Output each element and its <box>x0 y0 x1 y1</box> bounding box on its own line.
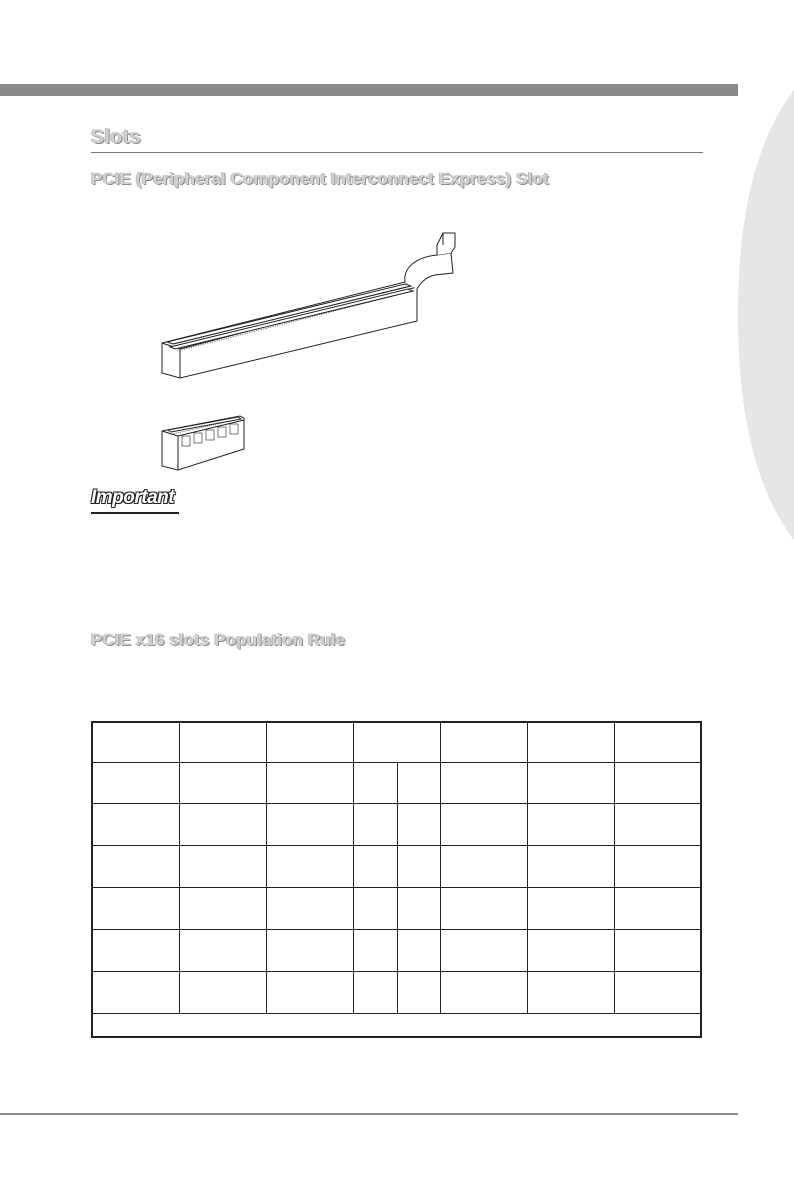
important-underline <box>91 512 179 514</box>
population-rule-heading: PCIE x16 slots Population Rule <box>91 630 346 649</box>
section-title: Slots <box>91 126 703 153</box>
table-column-divider <box>614 723 615 1013</box>
header-bar <box>0 84 738 96</box>
table-column-divider <box>266 723 267 1013</box>
pcie-x16-slot-illustration <box>155 225 475 385</box>
table-column-divider <box>353 723 354 1013</box>
chapter-tab <box>738 90 794 540</box>
important-label: Important <box>91 487 175 508</box>
population-rule-table <box>91 721 702 1038</box>
table-subcolumn-divider <box>397 762 398 1013</box>
table-column-divider <box>179 723 180 1013</box>
footer-line <box>0 1113 738 1115</box>
pcie-slot-heading: PCIE (Peripheral Component Interconnect Express) Slot <box>91 169 549 188</box>
table-column-divider <box>527 723 528 1013</box>
pcie-x1-slot-illustration <box>158 414 253 474</box>
table-column-divider <box>440 723 441 1013</box>
table-row-divider <box>93 1013 700 1014</box>
